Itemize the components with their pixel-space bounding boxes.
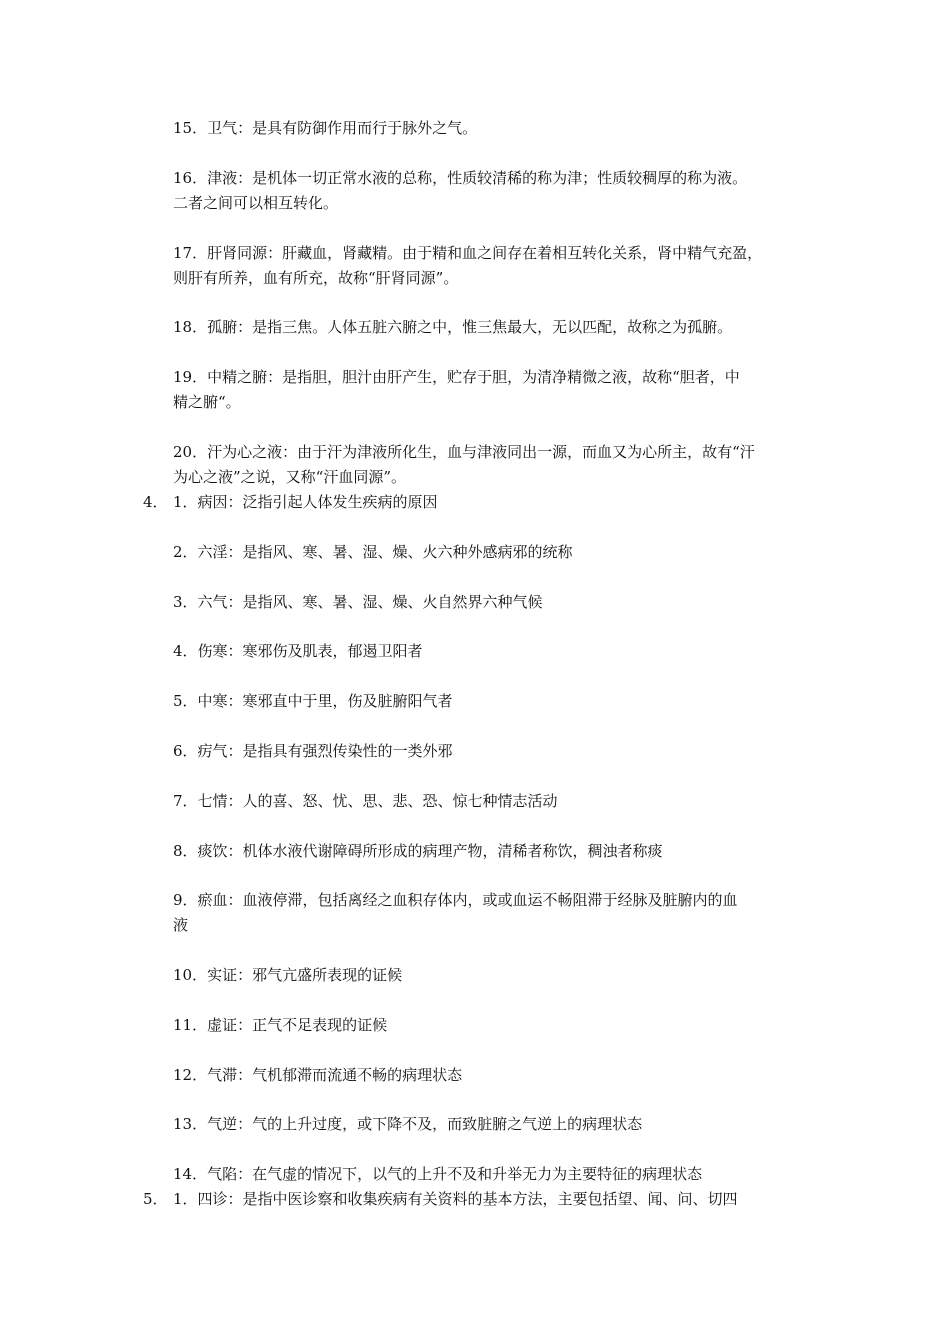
term-item: [173, 789, 813, 814]
section-marker-4: 4．: [143, 493, 168, 511]
term-line: 18．孤腑：是指三焦。人体五脏六腑之中，惟三焦最大，无以匹配，故称之为孤腑。: [173, 318, 733, 336]
term-item: [173, 963, 813, 988]
term-line: 11．虚证：正气不足表现的证候: [173, 1016, 388, 1034]
term-item: [173, 590, 813, 615]
term-item: [173, 888, 813, 938]
term-line: 8．痰饮：机体水液代谢障碍所形成的病理产物，清稀者称饮，稠浊者称痰: [173, 842, 663, 860]
term-line: 12．气滞：气机郁滞而流通不畅的病理状态: [173, 1066, 463, 1084]
term-line: 17．肝肾同源：肝藏血，肾藏精。由于精和血之间存在着相互转化关系，肾中精气充盈，: [173, 244, 763, 262]
term-line: 5．中寒：寒邪直中于里，伤及脏腑阳气者: [173, 692, 453, 710]
term-line: 1．病因：泛指引起人体发生疾病的原因: [173, 493, 438, 511]
term-item: [173, 490, 813, 515]
term-line: 二者之间可以相互转化。: [173, 194, 339, 212]
term-line: 20．汗为心之液：由于汗为津液所化生，血与津液同出一源，而血又为心所主，故有“汗: [173, 443, 755, 461]
term-item: [173, 315, 813, 340]
term-line: 14．气陷：在气虚的情况下，以气的上升不及和升举无力为主要特征的病理状态: [173, 1165, 703, 1183]
term-line: 10．实证：邪气亢盛所表现的证候: [173, 966, 403, 984]
term-line: 1．四诊：是指中医诊察和收集疾病有关资料的基本方法，主要包括望、闻、问、切四: [173, 1190, 738, 1208]
term-item: [173, 839, 813, 864]
term-item: [173, 440, 813, 490]
term-line: 则肝有所养，血有所充，故称“肝肾同源”。: [173, 269, 459, 287]
term-line: 为心之液”之说，又称“汗血同源”。: [173, 468, 407, 486]
term-line: 19．中精之腑：是指胆，胆汁由肝产生，贮存于胆，为清净精微之液，故称“胆者，中: [173, 368, 740, 386]
term-item: [173, 689, 813, 714]
term-line: 15．卫气：是具有防御作用而行于脉外之气。: [173, 119, 478, 137]
term-line: 6．疠气：是指具有强烈传染性的一类外邪: [173, 742, 453, 760]
term-item: [173, 1112, 813, 1137]
term-item: [173, 365, 813, 415]
term-line: 13．气逆：气的上升过度，或下降不及，而致脏腑之气逆上的病理状态: [173, 1115, 643, 1133]
term-line: 16．津液：是机体一切正常水液的总称，性质较清稀的称为津；性质较稠厚的称为液。: [173, 169, 748, 187]
term-item: [173, 116, 813, 141]
term-item: [173, 1162, 813, 1187]
term-item: [173, 639, 813, 664]
term-line: 4．伤寒：寒邪伤及肌表，郁遏卫阳者: [173, 642, 423, 660]
term-item: [173, 1013, 813, 1038]
term-item: [173, 241, 813, 291]
term-line: 9．瘀血：血液停滞，包括离经之血积存体内，或或血运不畅阻滞于经脉及脏腑内的血: [173, 891, 738, 909]
term-item: [173, 739, 813, 764]
term-item: [173, 1063, 813, 1088]
term-line: 2．六淫：是指风、寒、暑、湿、燥、火六种外感病邪的统称: [173, 543, 573, 561]
section-marker-5: 5．: [143, 1190, 168, 1208]
term-item: [173, 540, 813, 565]
term-line: 液: [173, 916, 189, 934]
term-line: 7．七情：人的喜、怒、忧、思、悲、恐、惊七种情志活动: [173, 792, 558, 810]
term-line: 3．六气：是指风、寒、暑、湿、燥、火自然界六种气候: [173, 593, 543, 611]
term-item: [173, 166, 813, 216]
term-line: 精之腑“。: [173, 393, 241, 411]
term-item: [173, 1187, 813, 1212]
